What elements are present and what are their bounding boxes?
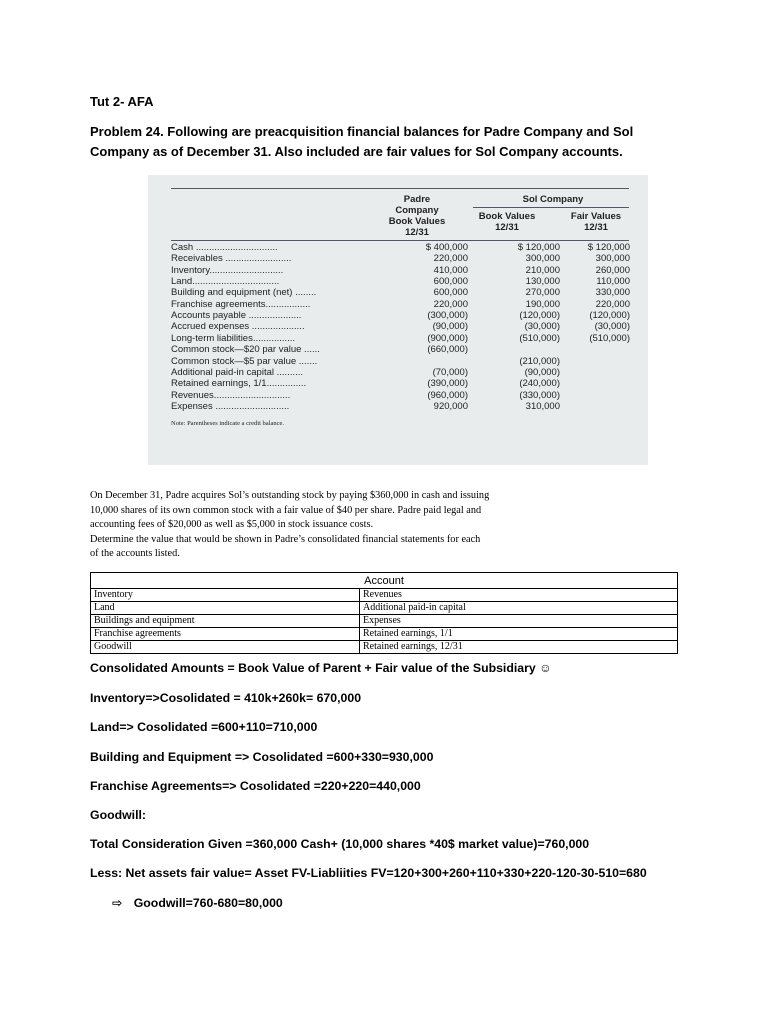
document-title: Tut 2- AFA	[90, 94, 154, 109]
balance-value-sol-fair: 260,000	[595, 264, 630, 276]
balance-row-label: Common stock—$20 par value ......	[171, 344, 320, 356]
balance-row-label: Additional paid-in capital ..........	[171, 366, 304, 378]
balance-value-sol-book: 310,000	[525, 400, 560, 412]
consideration-line: Total Consideration Given =360,000 Cash+ (10,000 shares *40$ market value)=760,000	[90, 837, 590, 851]
sol-fair-header-line: Fair Values	[570, 211, 622, 222]
balance-row-label: Expenses ............................	[171, 400, 290, 412]
account-cell: Land	[91, 602, 360, 615]
balance-value-padre: 600,000	[433, 276, 468, 288]
balance-value-sol-fair: (120,000)	[589, 310, 630, 322]
table-row	[91, 589, 678, 602]
balance-row-label: Receivables .........................	[171, 253, 292, 265]
balance-value-sol-fair: $ 120,000	[587, 242, 630, 253]
table-row	[91, 641, 678, 654]
balance-row-label: Land.................................	[171, 276, 280, 288]
balance-value-sol-fair: (510,000)	[589, 332, 630, 344]
account-cell: Buildings and equipment	[91, 615, 360, 628]
land-answer: Land=> Cosolidated =600+110=710,000	[90, 720, 318, 734]
balance-value-padre: (390,000)	[427, 378, 468, 390]
account-cell: Additional paid-in capital	[360, 602, 678, 615]
balance-row-label: Inventory............................	[171, 264, 284, 276]
balance-value-sol-fair: 110,000	[596, 276, 630, 288]
balance-value-padre: (960,000)	[427, 389, 468, 401]
sol-fair-header	[560, 211, 632, 233]
balance-value-padre: 410,000	[433, 264, 468, 276]
padre-header-line: Padre	[403, 194, 431, 205]
balance-value-sol-book: 190,000	[525, 298, 560, 310]
balance-value-sol-fair: (30,000)	[594, 321, 630, 333]
balance-row-label: Franchise agreements.................	[171, 298, 311, 310]
balance-value-sol-fair: 220,000	[595, 298, 630, 310]
balance-row-label: Accounts payable ....................	[171, 310, 302, 322]
account-cell: Expenses	[360, 615, 678, 628]
balance-value-sol-book: $ 120,000	[517, 242, 560, 253]
padre-header-line: Book Values	[388, 216, 446, 227]
sol-book-header	[468, 211, 546, 233]
building-answer: Building and Equipment => Cosolidated =600+330=930,000	[90, 750, 434, 764]
franchise-answer: Franchise Agreements=> Cosolidated =220+220=440,000	[90, 779, 421, 793]
balance-value-sol-book: (510,000)	[519, 332, 560, 344]
paragraph-line: On December 31, Padre acquires Sol’s outstanding stock by paying $360,000 in cash and issuing	[90, 490, 490, 501]
arrow-right-icon: ⇨	[112, 896, 123, 910]
balance-value-padre: (70,000)	[432, 366, 468, 378]
balance-row-label: Revenues.............................	[171, 389, 291, 401]
goodwill-heading: Goodwill:	[90, 808, 147, 822]
balance-value-sol-book: (210,000)	[519, 355, 560, 367]
balance-value-sol-book: 210,000	[525, 264, 560, 276]
paragraph-line: accounting fees of $20,000 as well as $5,000 in stock issuance costs.	[90, 519, 374, 530]
paragraph-line: Determine the value that would be shown in Padre’s consolidated financial statements for each	[90, 533, 481, 545]
sol-company-header: Sol Company	[522, 194, 584, 205]
balance-value-padre: (900,000)	[427, 332, 468, 344]
table-row	[91, 615, 678, 628]
table-top-rule	[171, 188, 629, 189]
balance-row-label: Common stock—$5 par value .......	[171, 355, 318, 367]
balance-value-sol-book: 270,000	[525, 287, 560, 299]
balance-value-padre: 220,000	[433, 298, 468, 310]
account-cell: Retained earnings, 1/1	[360, 628, 678, 641]
problem-paragraph	[90, 489, 540, 562]
account-cell: Franchise agreements	[91, 628, 360, 641]
account-table	[90, 572, 678, 654]
balance-value-padre: (90,000)	[432, 321, 468, 333]
goodwill-result	[112, 896, 283, 910]
padre-header	[373, 194, 461, 238]
account-cell: Inventory	[91, 589, 360, 602]
balance-value-padre: (300,000)	[427, 310, 468, 322]
balance-value-sol-book: (120,000)	[519, 310, 560, 322]
sol-fair-header-line: 12/31	[584, 222, 608, 233]
paragraph-line: 10,000 shares of its own common stock with a fair value of $40 per share. Padre paid legal and	[90, 504, 482, 516]
problem-statement: Problem 24. Following are preacquisition financial balances for Padre Company and Sol Company as of December 31. Also included are fair values for Sol Company accounts.	[90, 124, 634, 159]
header-bottom-rule	[171, 240, 629, 241]
sol-header-rule	[473, 207, 629, 208]
balance-row-label: Retained earnings, 1/1...............	[171, 378, 307, 390]
balance-row-label: Long-term liabilities................	[171, 332, 296, 344]
table-row	[91, 628, 678, 641]
balance-value-sol-fair: 330,000	[595, 287, 630, 299]
inventory-answer: Inventory=>Cosolidated = 410k+260k= 670,000	[90, 691, 362, 705]
paragraph-line: of the accounts listed.	[90, 548, 180, 559]
balance-value-padre: 600,000	[433, 287, 468, 299]
balance-value-padre: 920,000	[433, 400, 468, 412]
balance-value-sol-book: (330,000)	[519, 389, 560, 401]
balance-row-label: Accrued expenses ....................	[171, 321, 305, 333]
formula-line: Consolidated Amounts = Book Value of Parent + Fair value of the Subsidiary ☺	[90, 661, 552, 675]
balance-value-sol-book: (30,000)	[524, 321, 560, 333]
balance-value-sol-book: 130,000	[525, 276, 560, 288]
balance-value-sol-book: (240,000)	[519, 378, 560, 390]
balance-value-sol-book: 300,000	[525, 253, 560, 265]
padre-header-line: 12/31	[405, 227, 429, 238]
table-row	[91, 602, 678, 615]
financial-balances-table-image	[148, 175, 648, 465]
credit-balance-note: Note: Parentheses indicate a credit balance.	[171, 420, 284, 427]
net-assets-line: Less: Net assets fair value= Asset FV-Liabliities FV=120+300+260+110+330+220-120-30-510=680	[90, 866, 647, 880]
account-cell: Retained earnings, 12/31	[360, 641, 678, 654]
account-cell: Goodwill	[91, 641, 360, 654]
balance-value-padre: $ 400,000	[425, 242, 468, 253]
sol-book-header-line: Book Values	[478, 211, 536, 222]
goodwill-answer: Goodwill=760-680=80,000	[133, 896, 283, 910]
balance-row-label: Building and equipment (net) ........	[171, 287, 317, 299]
account-cell: Revenues	[360, 589, 678, 602]
balance-value-padre: (660,000)	[427, 344, 468, 356]
account-table-header: Account	[91, 573, 678, 589]
padre-header-line: Company	[395, 205, 439, 216]
balance-row-label: Cash ...............................	[171, 242, 278, 253]
balance-value-sol-book: (90,000)	[524, 366, 560, 378]
sol-book-header-line: 12/31	[495, 222, 519, 233]
balance-value-sol-fair: 300,000	[595, 253, 630, 265]
balance-value-padre: 220,000	[433, 253, 468, 265]
